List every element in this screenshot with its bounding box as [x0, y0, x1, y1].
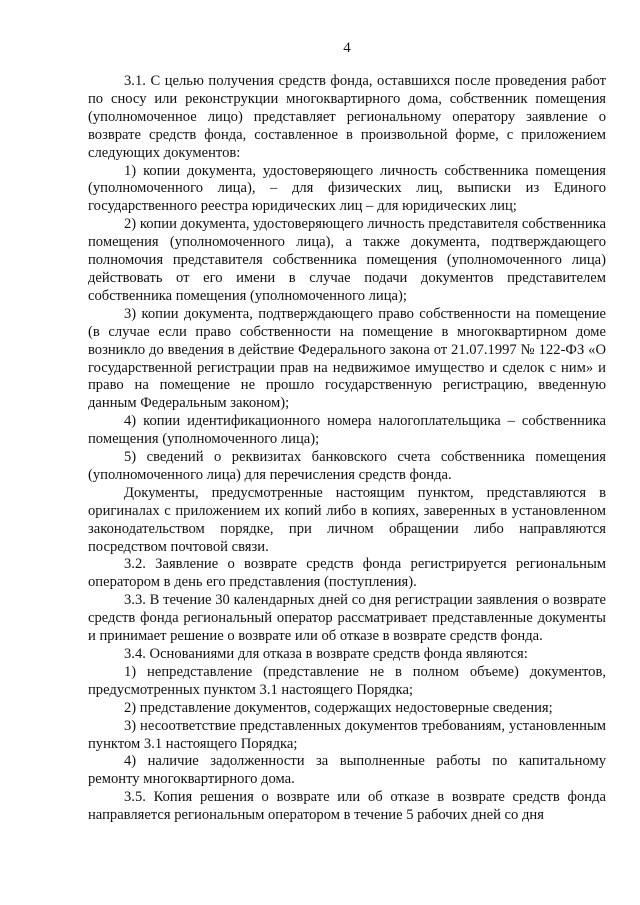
- paragraph-documents: Документы, предусмотренные настоящим пунктом, представляются в оригиналах с приложением их копий либо в копиях, заверенных в установленном законодательством порядке, при личном обращении либо направляются посредством почтовой связи.: [88, 484, 606, 555]
- paragraph-item-2: 2) копии документа, удостоверяющего личность представителя собственника помещения (уполномоченного лица), а также документа, подтверждающего полномочия представителя собственника помещения (уполномоченного лица) действовать от его имени в случае подачи документов представителем собственника помещения (уполномоченного лица);: [88, 216, 606, 304]
- page-number: 4: [343, 40, 351, 56]
- paragraph-item-1: 1) копии документа, удостоверяющего личность собственника помещения (уполномоченного лица), – для физических лиц, выписки из Единого государственного реестра юридических лиц – для юридических лиц;: [88, 162, 606, 215]
- paragraph-item-3: 3) копии документа, подтверждающего право собственности на помещение (в случае если право собственности на помещение в многоквартирном доме возникло до введения в действие Федерального закона от 21.07.1997 № 122-ФЗ «О государственной регистрации прав на недвижимое имущество и сделок с ним» и право на помещение не прошло государственную регистрацию, введенную данным Федеральным законом);: [88, 305, 606, 412]
- paragraph-refusal-3: 3) несоответствие представленных документов требованиям, установленным пунктом 3.1 настоящего Порядка;: [88, 717, 606, 752]
- paragraph-refusal-1: 1) непредставление (представление не в полном объеме) документов, предусмотренных пунктом 3.1 настоящего Порядка;: [88, 663, 606, 698]
- paragraph-3-2: 3.2. Заявление о возврате средств фонда регистрируется региональным оператором в день его представления (поступления).: [88, 556, 606, 591]
- paragraph-3-1: 3.1. С целью получения средств фонда, оставшихся после проведения работ по сносу или реконструкции многоквартирного дома, собственник помещения (уполномоченное лицо) представляет региональному оператору заявление о возврате средств фонда, составленное в произвольной форме, с приложением следующих документов:: [88, 73, 606, 161]
- paragraph-refusal-2: 2) представление документов, содержащих недостоверные сведения;: [124, 699, 553, 716]
- paragraph-item-5: 5) сведений о реквизитах банковского счета собственника помещения (уполномоченного лица) для перечисления средств фонда.: [88, 449, 606, 483]
- paragraph-3-4: 3.4. Основаниями для отказа в возврате средств фонда являются:: [124, 646, 528, 662]
- paragraph-3-3: 3.3. В течение 30 календарных дней со дня регистрации заявления о возврате средств фонда региональный оператор рассматривает представленные документы и принимает решение о возврате или об отказе в возврате средств фонда.: [88, 592, 606, 645]
- paragraph-3-5: 3.5. Копия решения о возврате или об отказе в возврате средств фонда направляется региональным оператором в течение 5 рабочих дней со дня: [88, 789, 606, 824]
- paragraph-item-4: 4) копии идентификационного номера налогоплательщика – собственника помещения (уполномоченного лица);: [88, 413, 606, 448]
- paragraph-refusal-4: 4) наличие задолженности за выполненные работы по капитальному ремонту многоквартирного дома.: [88, 753, 606, 788]
- document-body: [88, 73, 606, 825]
